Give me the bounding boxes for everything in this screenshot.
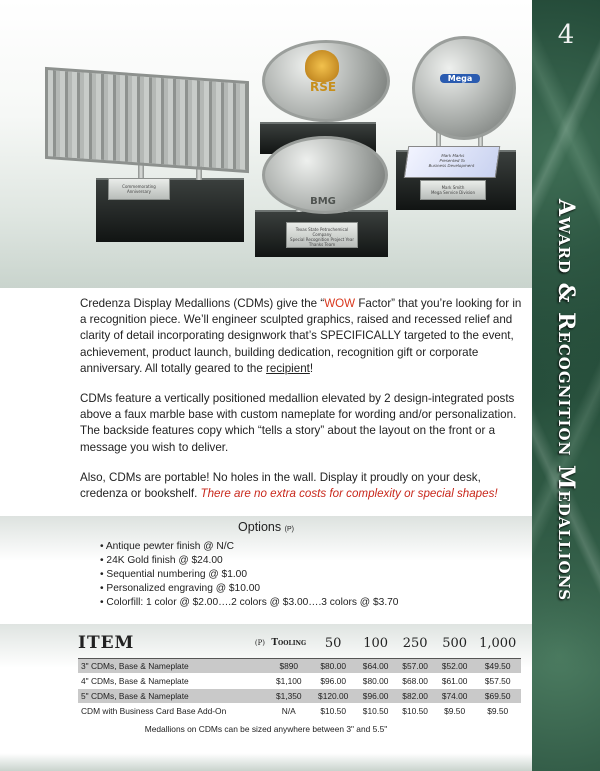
row-tooling: N/A xyxy=(267,704,310,719)
option-item: • Colorfill: 1 color @ $2.00….2 colors @ $3.00….3 colors @ $3.70 xyxy=(100,596,398,610)
option-item: • 24K Gold finish @ $24.00 xyxy=(100,554,398,568)
row-price: $68.00 xyxy=(395,674,435,689)
intro-paragraph-2: CDMs feature a vertically positioned medallion elevated by 2 design-integrated posts above a faux marble base with custom nameplate for wording and/or personalization. The backside features copy which “tells a story” about the layout on the front or a message you wish to deliver. xyxy=(80,392,517,454)
intro-text: Credenza Display Medallions (CDMs) give the “ xyxy=(80,297,325,310)
right-plate-line: Mark Smith xyxy=(441,185,465,190)
qty-header: 1,000 xyxy=(479,635,517,651)
intro-paragraph-1 xyxy=(80,296,528,377)
left-plate-line: Anniversary xyxy=(127,189,151,194)
right-round-medallion xyxy=(412,36,516,140)
intro-paragraph-3 xyxy=(80,470,528,502)
table-row xyxy=(78,704,521,719)
center-plate-line: Texas State Petrochemical Company xyxy=(295,227,349,237)
qty-header: 50 xyxy=(324,635,342,651)
qty-header: 500 xyxy=(442,635,468,651)
price-table xyxy=(78,633,521,719)
row-price: $96.00 xyxy=(356,689,396,704)
left-nameplate xyxy=(108,178,170,200)
no-extra-cost-note: There are no extra costs for complexity or special shapes! xyxy=(200,487,498,501)
recipient-underline: recipient xyxy=(266,361,310,375)
marble-sidebar xyxy=(532,0,600,771)
options-title xyxy=(0,520,532,534)
row-price: $61.00 xyxy=(435,674,475,689)
row-tooling: $1,100 xyxy=(267,674,310,689)
row-price: $10.50 xyxy=(311,704,356,719)
row-price: $57.50 xyxy=(474,674,521,689)
row-name: 3" CDMs, Base & Nameplate xyxy=(78,659,267,674)
price-marker: (P) xyxy=(254,639,266,647)
row-price: $120.00 xyxy=(311,689,356,704)
intro-text: Also, CDMs are portable! No holes in the wall. Display it proudly on your desk, credenza or bookshelf. xyxy=(80,470,481,501)
option-item: • Personalized engraving @ $10.00 xyxy=(100,582,398,596)
intro-copy xyxy=(80,296,528,516)
row-price: $96.00 xyxy=(311,674,356,689)
wow-highlight: WOW xyxy=(324,297,356,310)
page-number: 4 xyxy=(557,20,575,50)
center-nameplate xyxy=(286,222,358,248)
row-price: $74.00 xyxy=(435,689,475,704)
qty-header: 250 xyxy=(402,635,428,651)
product-photo xyxy=(0,0,532,288)
row-tooling: $890 xyxy=(267,659,310,674)
intro-text: ! xyxy=(309,361,314,375)
size-footnote: Medallions on CDMs can be sized anywhere between 3" and 5.5" xyxy=(144,724,388,734)
gold-flame-emblem xyxy=(305,50,339,82)
row-price: $80.00 xyxy=(311,659,356,674)
row-price: $82.00 xyxy=(395,689,435,704)
center-bottom-emblem: BMG xyxy=(310,196,336,207)
row-price: $9.50 xyxy=(435,704,475,719)
center-top-emblem: RSE xyxy=(309,80,337,94)
table-row xyxy=(78,659,521,674)
business-card xyxy=(404,146,500,178)
card-line: Presented To xyxy=(439,158,466,163)
option-item: • Antique pewter finish @ N/C xyxy=(100,540,398,554)
right-nameplate xyxy=(420,180,486,200)
qty-header: 100 xyxy=(363,635,389,651)
row-name: 5" CDMs, Base & Nameplate xyxy=(78,689,267,704)
intro-text: Factor” that you’re looking for in a recognition piece. We’ll engineer sculpted graphics, raised and recessed relief and clarity of detail incorporating designwork that’s SPECIFICALLY targeted to the event, achievement, product launch, building dedication, recognition gift or corporate anniversary. All totally geared to the xyxy=(80,297,522,375)
center-plate-line: Special Recognition Project Year xyxy=(290,237,354,242)
item-header: ITEM xyxy=(78,633,135,653)
card-line: Business Development xyxy=(428,163,475,168)
row-price: $9.50 xyxy=(474,704,521,719)
left-plate-line: Commemorating xyxy=(122,184,156,189)
row-price: $10.50 xyxy=(395,704,435,719)
row-price: $69.50 xyxy=(474,689,521,704)
row-price: $64.00 xyxy=(356,659,396,674)
center-plate-line: Thanks Team xyxy=(308,242,336,247)
wide-rectangular-medallion xyxy=(45,67,249,173)
price-header-row xyxy=(78,633,521,659)
card-line: Mark Marks xyxy=(441,153,465,158)
row-price: $10.50 xyxy=(356,704,396,719)
options-list xyxy=(100,540,398,610)
tooling-header: Tooling xyxy=(271,638,307,648)
row-tooling: $1,350 xyxy=(267,689,310,704)
right-plate-line: Mega Service Division xyxy=(430,190,476,195)
row-price: $52.00 xyxy=(435,659,475,674)
option-item: • Sequential numbering @ $1.00 xyxy=(100,568,398,582)
table-row xyxy=(78,689,521,704)
options-title-text: Options xyxy=(238,520,282,534)
row-price: $80.00 xyxy=(356,674,396,689)
table-row xyxy=(78,674,521,689)
row-name: 4" CDMs, Base & Nameplate xyxy=(78,674,267,689)
right-emblem: Mega xyxy=(440,74,480,83)
options-marker: (P) xyxy=(284,526,294,533)
section-title: Award & Recognition Medallions xyxy=(553,198,579,602)
row-price: $49.50 xyxy=(474,659,521,674)
row-name: CDM with Business Card Base Add-On xyxy=(78,704,267,719)
row-price: $57.00 xyxy=(395,659,435,674)
